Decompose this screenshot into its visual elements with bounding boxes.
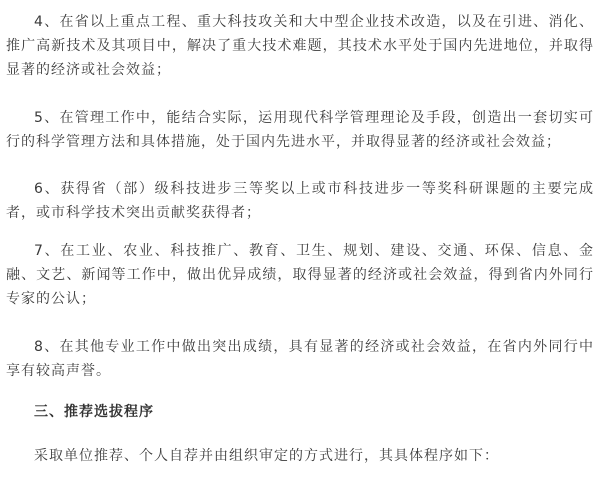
procedure-intro: 采取单位推荐、个人自荐并由组织审定的方式进行，其具体程序如下： xyxy=(34,448,499,464)
paragraph-item-7: 7、在工业、农业、科技推广、教育、卫生、规划、建设、交通、环保、信息、金融、文艺、新闻等工作中，做出优异成绩，取得显著的经济或社会效益，得到省内外同行专家的公认； xyxy=(6,243,594,307)
paragraph-item-6: 6、获得省（部）级科技进步三等奖以上或市科技进步一等奖科研课题的主要完成者，或市科学技术突出贡献奖获得者； xyxy=(6,181,594,221)
paragraph-item-8: 8、在其他专业工作中做出突出成绩，具有显著的经济或社会效益，在省内外同行中享有较高声誉。 xyxy=(6,339,594,379)
section-heading: 三、推荐选拔程序 xyxy=(34,404,154,420)
paragraph-item-5: 5、在管理工作中，能结合实际，运用现代科学管理理论及手段，创造出一套切实可行的科学管理方法和具体措施，处于国内先进水平，并取得显著的经济或社会效益； xyxy=(6,110,594,150)
paragraph-item-4: 4、在省以上重点工程、重大科技攻关和大中型企业技术改造，以及在引进、消化、推广高新技术及其项目中，解决了重大技术难题，其技术水平处于国内先进地位，并取得显著的经济或社会效益； xyxy=(6,14,594,78)
